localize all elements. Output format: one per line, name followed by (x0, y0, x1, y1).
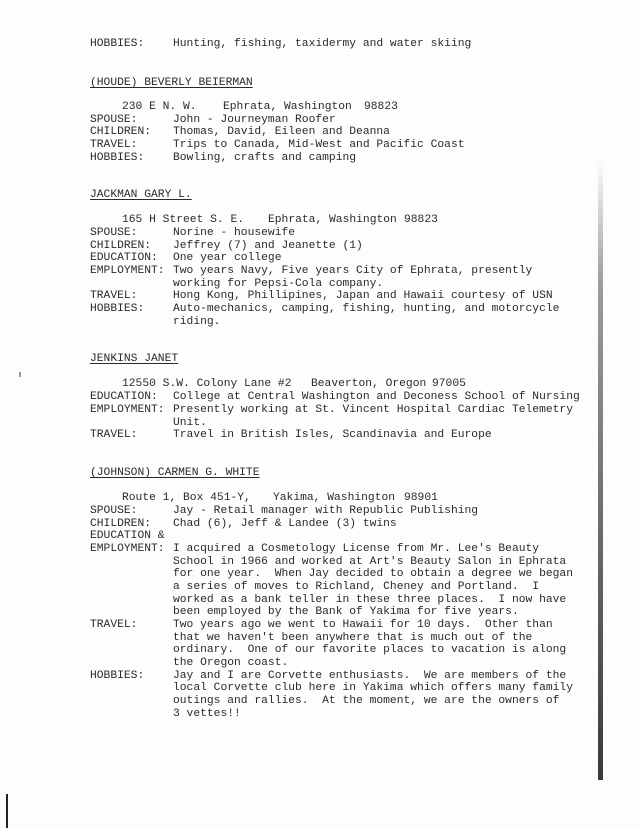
entry-name: JENKINS JANET (90, 353, 179, 365)
field-label: HOBBIES: (90, 670, 145, 682)
field-label: HOBBIES: (90, 303, 145, 315)
entry-city: Yakima, Washington (273, 492, 396, 504)
entry-zip: 98823 (364, 101, 398, 113)
entry-zip: 98901 (404, 492, 438, 504)
field-label: TRAVEL: (90, 290, 138, 302)
field-label: EDUCATION: (90, 391, 158, 403)
field-value: for one year. When Jay decided to obtain a degree we began (173, 568, 573, 580)
field-value: Travel in British Isles, Scandinavia and Europe (173, 429, 492, 441)
field-value: Hong Kong, Phillipines, Japan and Hawaii courtesy of USN (173, 290, 553, 302)
entry-street: 230 E N. W. (122, 101, 197, 113)
field-value: Bowling, crafts and camping (173, 152, 357, 164)
field-value: Two years Navy, Five years City of Ephrata, presently (173, 265, 533, 277)
entry-name: JACKMAN GARY L. (90, 189, 192, 201)
field-label: TRAVEL: (90, 429, 138, 441)
scan-margin-mark (6, 794, 8, 828)
entry-street: Route 1, Box 451-Y, (122, 492, 251, 504)
field-value: outings and rallies. At the moment, we are the owners of (173, 695, 560, 707)
field-label: SPOUSE: (90, 505, 138, 517)
scan-edge-shadow (598, 160, 603, 780)
field-value: Chad (6), Jeff & Landee (3) twins (173, 518, 397, 530)
field-label: EMPLOYMENT: (90, 543, 165, 555)
field-value: School in 1966 and worked at Art's Beauty Salon in Ephrata (173, 556, 567, 568)
entry-zip: 98823 (404, 214, 438, 226)
entry-name: (HOUDE) BEVERLY BEIERMAN (90, 77, 253, 89)
field-value: that we haven't been anywhere that is much out of the (173, 632, 533, 644)
field-label: EMPLOYMENT: (90, 265, 165, 277)
field-value: I acquired a Cosmetology License from Mr. Lee's Beauty (173, 543, 540, 555)
entry-street: 165 H Street S. E. (122, 214, 245, 226)
field-label: SPOUSE: (90, 227, 138, 239)
entry-name: (JOHNSON) CARMEN G. WHITE (90, 467, 260, 479)
field-value: riding. (173, 316, 221, 328)
field-value: John - Journeyman Roofer (173, 114, 336, 126)
field-label: EDUCATION: (90, 252, 158, 264)
field-value: the Oregon coast. (173, 657, 289, 669)
entry-city: Ephrata, Washington (223, 101, 352, 113)
field-label: TRAVEL: (90, 139, 138, 151)
field-label: HOBBIES: (90, 152, 145, 164)
scan-speck (19, 372, 21, 377)
entry-zip: 97005 (432, 378, 466, 390)
field-value: Jay and I are Corvette enthusiasts. We are members of the (173, 670, 567, 682)
entry-city: Beaverton, Oregon (311, 378, 427, 390)
field-value: Hunting, fishing, taxidermy and water skiing (173, 38, 472, 50)
field-value: Two years ago we went to Hawaii for 10 days. Other than (173, 619, 553, 631)
entry-city: Ephrata, Washington (268, 214, 397, 226)
field-value: Presently working at St. Vincent Hospital Cardiac Telemetry (173, 404, 573, 416)
field-value: working for Pepsi-Cola company. (173, 278, 384, 290)
field-label: TRAVEL: (90, 619, 138, 631)
field-label: SPOUSE: (90, 114, 138, 126)
field-value: Thomas, David, Eileen and Deanna (173, 126, 390, 138)
field-label: EMPLOYMENT: (90, 404, 165, 416)
field-value: Norine - housewife (173, 227, 296, 239)
field-value: Unit. (173, 417, 207, 429)
field-value: College at Central Washington and Deconess School of Nursing (173, 391, 580, 403)
field-value: Jeffrey (7) and Jeanette (1) (173, 240, 363, 252)
field-value: Trips to Canada, Mid-West and Pacific Coast (173, 139, 465, 151)
field-value: local Corvette club here in Yakima which offers many family (173, 682, 573, 694)
field-label: CHILDREN: (90, 126, 152, 138)
field-value: Jay - Retail manager with Republic Publishing (173, 505, 479, 517)
field-label: HOBBIES: (90, 38, 145, 50)
field-value: worked as a bank teller in these three places. I now have (173, 594, 567, 606)
field-label: CHILDREN: (90, 518, 152, 530)
field-value: been employed by the Bank of Yakima for five years. (173, 606, 519, 618)
field-value: ordinary. One of our favorite places to vacation is along (173, 644, 567, 656)
entry-street: 12550 S.W. Colony Lane #2 (122, 378, 292, 390)
field-value: Auto-mechanics, camping, fishing, hunting, and motorcycle (173, 303, 560, 315)
field-label: CHILDREN: (90, 240, 152, 252)
field-value: One year college (173, 252, 282, 264)
field-label: EDUCATION & (90, 530, 165, 542)
field-value: 3 vettes!! (173, 708, 241, 720)
field-value: a series of moves to Richland, Cheney and Portland. I (173, 581, 540, 593)
